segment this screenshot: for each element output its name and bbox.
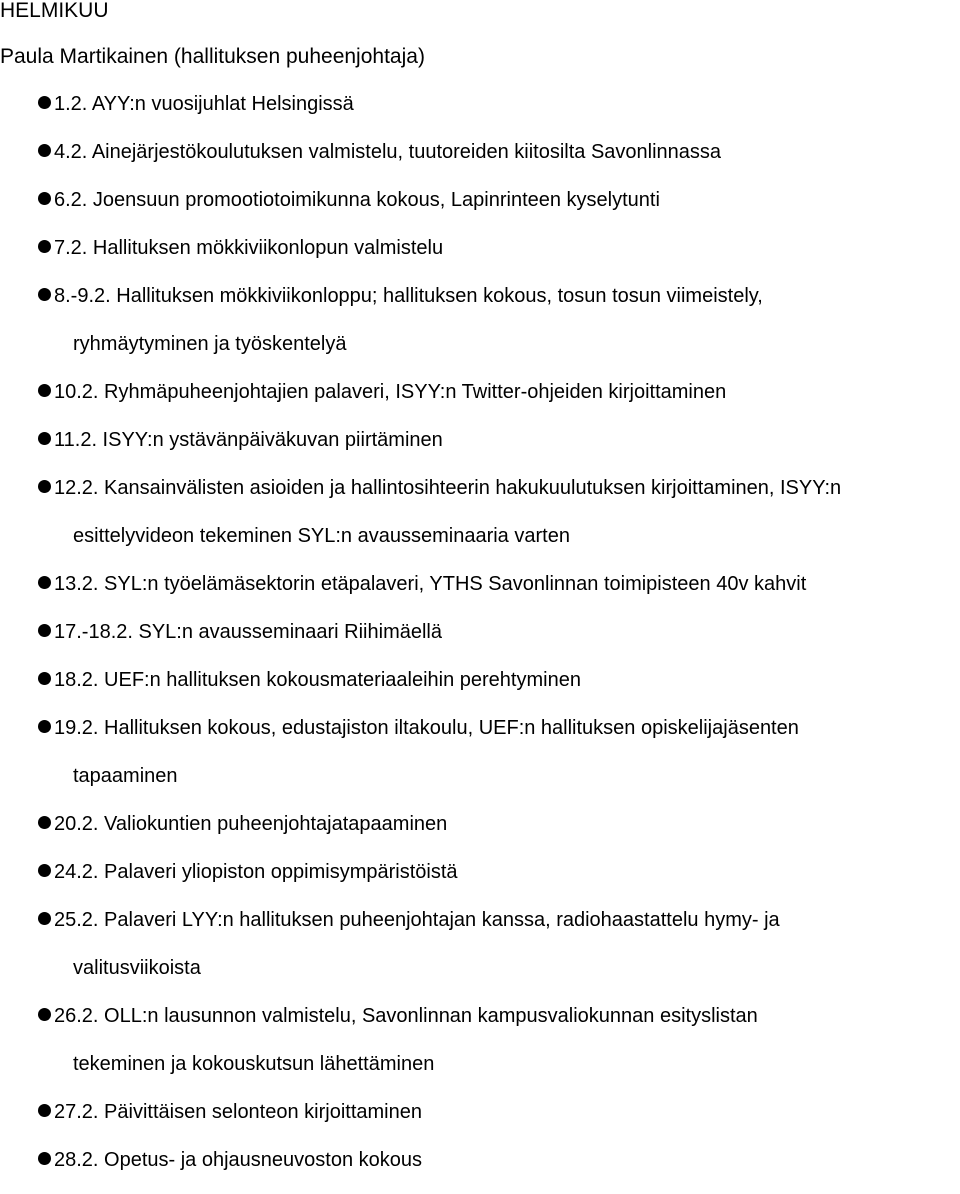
bullet-icon [38,288,51,301]
list-item-line [0,714,799,742]
list-item-text: 7.2. Hallituksen mökkiviikonlopun valmistelu [54,237,444,259]
bullet-icon [38,624,51,637]
list-item [0,1002,960,1098]
bullet-icon [38,576,51,589]
list-item [0,426,960,474]
list-item [0,474,960,570]
list-item-text: 19.2. Hallituksen kokous, edustajiston iltakoulu, UEF:n hallituksen opiskelijajäsenten [54,717,799,739]
list-item [0,1146,960,1194]
bullet-icon [38,720,51,733]
list-item-line [0,666,581,694]
list-item [0,714,960,810]
list-item-text: 27.2. Päivittäisen selonteon kirjoittaminen [54,1101,422,1123]
list-item-continuation [73,330,346,358]
list-item-text: 25.2. Palaveri LYY:n hallituksen puheenjohtajan kanssa, radiohaastattelu hymy- ja [54,909,780,931]
list-item-text: 28.2. Opetus- ja ohjausneuvoston kokous [54,1149,423,1171]
list-item-line [0,1146,422,1174]
list-item-text: tekeminen ja kokouskutsun lähettäminen [73,1053,435,1075]
bullet-icon [38,816,51,829]
list-item-line [0,906,780,934]
list-item-text: 6.2. Joensuun promootiotoimikunna kokous, Lapinrinteen kyselytunti [54,189,660,211]
bullet-icon [38,384,51,397]
list-item-line [0,378,726,406]
list-item-line [0,1098,422,1126]
list-item-line [0,1002,758,1030]
list-item-text: 8.-9.2. Hallituksen mökkiviikonloppu; hallituksen kokous, tosun tosun viimeistely, [54,285,763,307]
month-heading: HELMIKUU [0,0,109,22]
list-item-line [0,138,721,166]
list-item [0,1098,960,1146]
list-item-text: 13.2. SYL:n työelämäsektorin etäpalaveri, YTHS Savonlinnan toimipisteen 40v kahvit [54,573,807,595]
list-item-text: 4.2. Ainejärjestökoulutuksen valmistelu, tuutoreiden kiitosilta Savonlinnassa [54,141,722,163]
bullet-icon [38,1152,51,1165]
bullet-icon [38,912,51,925]
list-item-line [0,570,806,598]
list-item-continuation [73,522,570,550]
bullet-icon [38,864,51,877]
list-item [0,186,960,234]
list-item-line [0,90,354,118]
list-item-text: 12.2. Kansainvälisten asioiden ja hallintosihteerin hakukuulutuksen kirjoittaminen, ISYY:n [54,477,842,499]
list-item [0,138,960,186]
list-item-text: 17.-18.2. SYL:n avausseminaari Riihimäellä [54,621,442,643]
list-item-text: 26.2. OLL:n lausunnon valmistelu, Savonlinnan kampusvaliokunnan esityslistan [54,1005,758,1027]
list-item-text: 1.2. AYY:n vuosijuhlat Helsingissä [54,93,354,115]
list-item [0,810,960,858]
bullet-icon [38,1104,51,1117]
list-item-line [0,186,660,214]
bullet-icon [38,240,51,253]
list-item-continuation [73,954,201,982]
list-item-line [0,282,763,310]
list-item-text: 10.2. Ryhmäpuheenjohtajien palaveri, ISYY:n Twitter-ohjeiden kirjoittaminen [54,381,727,403]
list-item [0,282,960,378]
list-item-text: esittelyvideon tekeminen SYL:n avausseminaaria varten [73,525,570,547]
person-heading: Paula Martikainen (hallituksen puheenjohtaja) [0,45,425,68]
list-item-continuation [73,1050,434,1078]
list-item-text: valitusviikoista [73,957,201,979]
bullet-icon [38,192,51,205]
bullet-icon [38,144,51,157]
list-item-text: ryhmäytyminen ja työskentelyä [73,333,347,355]
list-item [0,666,960,714]
list-item-line [0,810,447,838]
list-item [0,234,960,282]
list-item [0,618,960,666]
list-item-line [0,426,443,454]
list-item-line [0,474,841,502]
bullet-icon [38,1008,51,1021]
list-item [0,90,960,138]
list-item [0,858,960,906]
list-item [0,570,960,618]
list-item [0,378,960,426]
list-item-text: 18.2. UEF:n hallituksen kokousmateriaaleihin perehtyminen [54,669,581,691]
bullet-icon [38,672,51,685]
list-item-continuation [73,762,178,790]
list-item-line [0,618,442,646]
list-item-line [0,234,443,262]
list-item-text: tapaaminen [73,765,178,787]
list-item-text: 11.2. ISYY:n ystävänpäiväkuvan piirtäminen [54,429,443,451]
list-item [0,906,960,1002]
list-item-line [0,858,458,886]
bullet-icon [38,480,51,493]
list-item-text: 20.2. Valiokuntien puheenjohtajatapaaminen [54,813,448,835]
list-item-text: 24.2. Palaveri yliopiston oppimisympäristöistä [54,861,458,883]
bullet-icon [38,96,51,109]
bullet-icon [38,432,51,445]
